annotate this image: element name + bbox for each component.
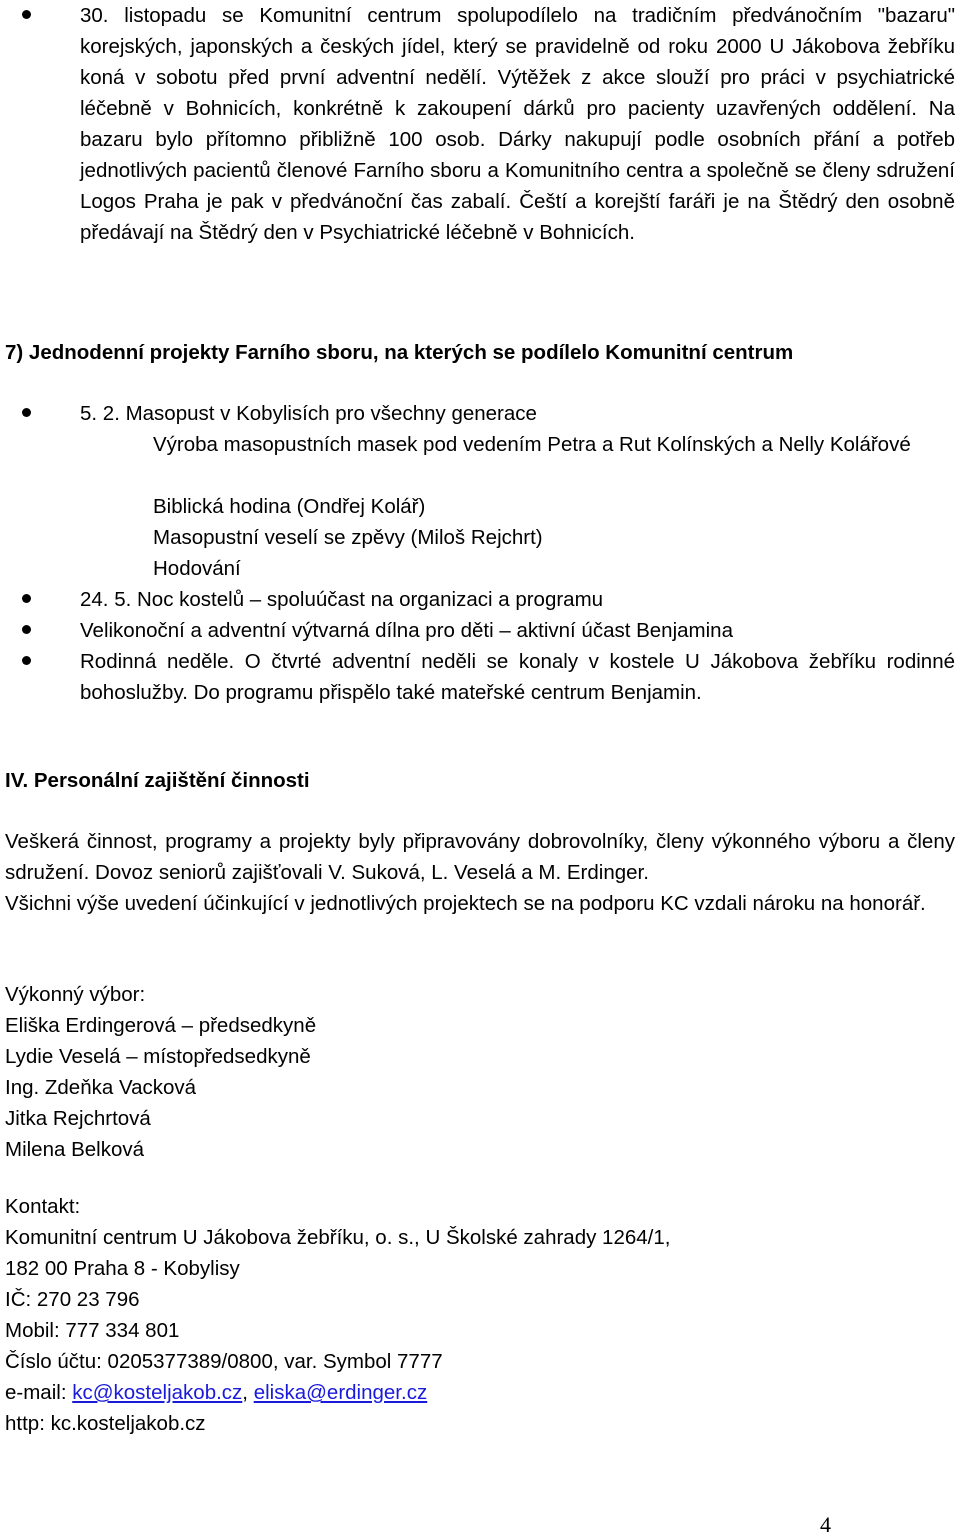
- rodinna-nedele-item: Rodinná neděle. O čtvrté adventní neděli se konaly v kostele U Jákobova žebříku rodinné bohoslužby. Do programu přispělo také mateřské centrum Benjamin.: [80, 650, 955, 704]
- bazaar-paragraph: 30. listopadu se Komunitní centrum spolupodílelo na tradičním předvánočním "bazaru" korejských, japonských a českých jídel, který se pravidelně od roku 2000 U Jákobova žebříku koná v sobotu před první adventní nedělí. Výtěžek z akce slouží pro práci v psychiatrické léčebně v Bohnicích, konkrétně k zakoupení dárků pro pacienty uzavřených oddělení. Na bazaru bylo přítomno přibližně 100 osob. Dárky nakupují podle osobních přání a potřeb jednotlivých pacientů členové Farního sboru a Komunitního centra a společně se členy sdružení Logos Praha je pak v předvánoční čas zabalí. Čeští a korejští faráři je na Štědrý den osobně předávají na Štědrý den v Psychiatrické léčebně v Bohnicích.: [80, 4, 955, 244]
- committee-member: Jitka Rejchrtová: [5, 1107, 151, 1130]
- dilna-item: Velikonoční a adventní výtvarná dílna pro děti – aktivní účast Benjamina: [80, 619, 733, 642]
- noc-kostelu-item: 24. 5. Noc kostelů – spoluúčast na organizaci a programu: [80, 588, 604, 611]
- contact-ico: IČ: 270 23 796: [5, 1288, 140, 1311]
- committee-member: Lydie Veselá – místopředsedkyně: [5, 1045, 311, 1068]
- page-number: 4: [820, 1512, 831, 1537]
- bullet-icon: [22, 625, 31, 634]
- contact-email-line: [5, 1377, 955, 1408]
- bullet-icon: [22, 594, 31, 603]
- section-4-heading: IV. Personální zajištění činnosti: [5, 769, 310, 792]
- committee-label: Výkonný výbor:: [5, 983, 146, 1006]
- email-separator: ,: [242, 1381, 254, 1404]
- bullet-icon: [22, 408, 31, 417]
- masopust-item: 5. 2. Masopust v Kobylisích pro všechny generace: [80, 402, 537, 425]
- section-7-heading: 7) Jednodenní projekty Farního sboru, na kterých se podílelo Komunitní centrum: [5, 341, 794, 364]
- masopust-sub-item: Výroba masopustních masek pod vedením Petra a Rut Kolínských a Nelly Kolářové: [153, 433, 911, 456]
- masopust-sub-item: Hodování: [153, 557, 241, 580]
- committee-member: Eliška Erdingerová – předsedkyně: [5, 1014, 317, 1037]
- bullet-icon: [22, 656, 31, 665]
- email-label: e-mail:: [5, 1381, 73, 1404]
- bullet-icon: [22, 10, 31, 19]
- honorar-paragraph: Všichni výše uvedení účinkující v jednotlivých projektech se na podporu KC vzdali nároku na honorář.: [5, 892, 926, 915]
- contact-http: http: kc.kosteljakob.cz: [5, 1412, 206, 1435]
- personnel-paragraph: Veškerá činnost, programy a projekty byly připravovány dobrovolníky, členy výkonného výboru a členy sdružení. Dovoz seniorů zajišťovali V. Suková, L. Veselá a M. Erdinger.: [5, 830, 955, 884]
- email-link-kc[interactable]: kc@kosteljakob.cz: [72, 1381, 243, 1404]
- contact-label: Kontakt:: [5, 1195, 81, 1218]
- contact-city: 182 00 Praha 8 - Kobylisy: [5, 1257, 240, 1280]
- contact-account: Číslo účtu: 0205377389/0800, var. Symbol 7777: [5, 1350, 443, 1373]
- committee-member: Milena Belková: [5, 1138, 145, 1161]
- email-link-eliska[interactable]: eliska@erdinger.cz: [253, 1381, 428, 1404]
- masopust-sub-item: Biblická hodina (Ondřej Kolář): [153, 495, 426, 518]
- committee-member: Ing. Zdeňka Vacková: [5, 1076, 197, 1099]
- contact-address: Komunitní centrum U Jákobova žebříku, o. s., U Školské zahrady 1264/1,: [5, 1226, 671, 1249]
- masopust-sub-item: Masopustní veselí se zpěvy (Miloš Rejchrt): [153, 526, 543, 549]
- contact-mobile: Mobil: 777 334 801: [5, 1319, 180, 1342]
